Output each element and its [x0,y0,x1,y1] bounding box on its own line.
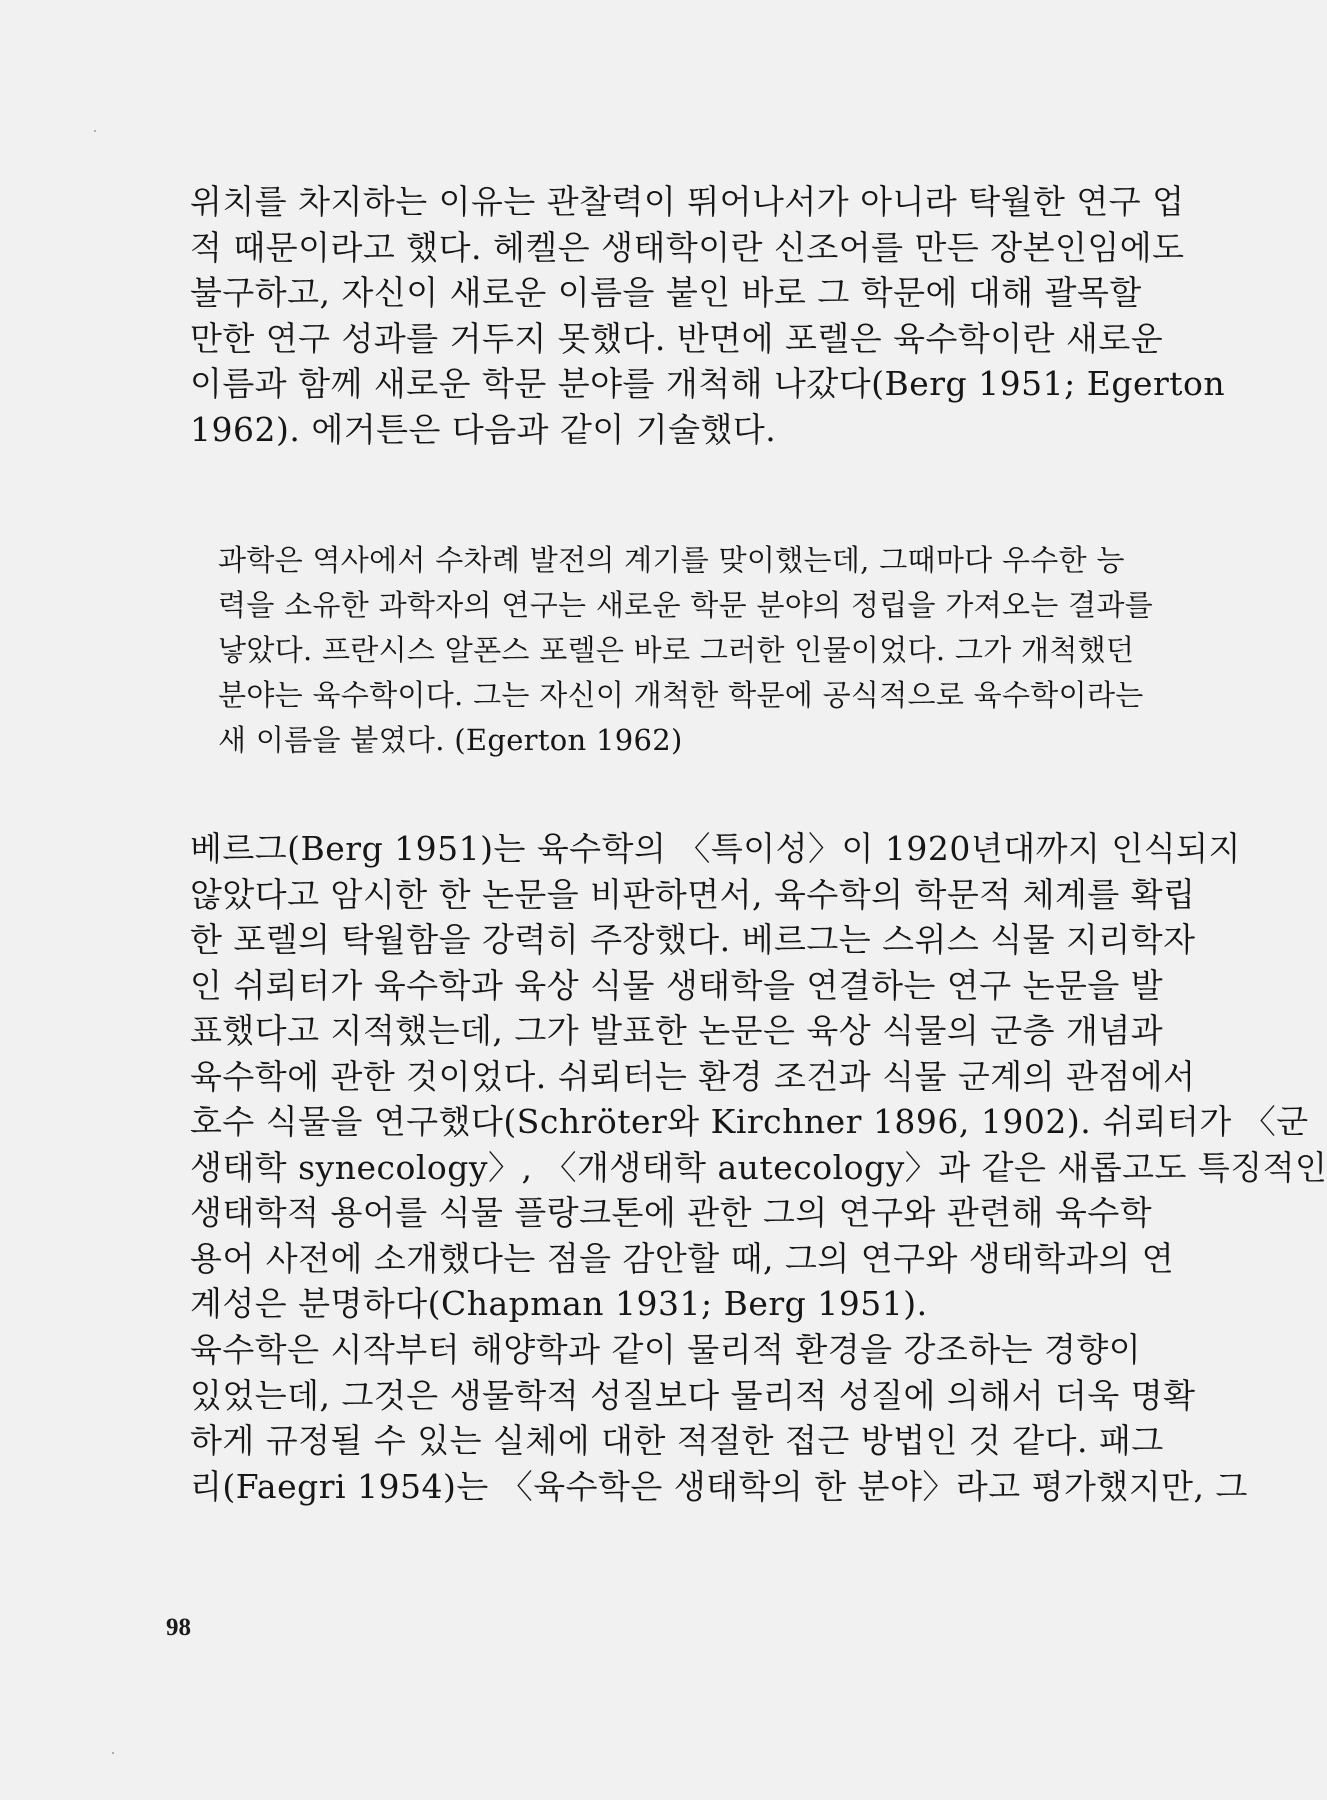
body-paragraph-1 [190,179,1226,452]
text-line: 생태학 synecology〉, 〈개생태학 autecology〉과 같은 새롭고도 특징적인 [190,1147,1327,1187]
text-line: 용어 사전에 소개했다는 점을 감안할 때, 그의 연구와 생태학과의 연 [190,1238,1175,1278]
text-line: 않았다고 암시한 한 논문을 비판하면서, 육수학의 학문적 체계를 확립 [190,874,1196,914]
text-line: 생태학적 용어를 식물 플랑크톤에 관한 그의 연구와 관련해 육수학 [190,1193,1153,1232]
text-line: 육수학은 시작부터 해양학과 같이 물리적 환경을 강조하는 경향이 [190,1330,1142,1369]
quote-line: 력을 소유한 과학자의 연구는 새로운 학문 분야의 정립을 가져오는 결과를 [218,588,1154,622]
block-quote [218,538,1154,763]
text-line: 한 포렐의 탁월함을 강력히 주장했다. 베르그는 스위스 식물 지리학자 [190,920,1196,959]
body-paragraph-3 [190,1327,1248,1509]
text-line: 인 쉬뢰터가 육수학과 육상 식물 생태학을 연결하는 연구 논문을 발 [190,965,1164,1005]
quote-line: 과학은 역사에서 수차례 발전의 계기를 맞이했는데, 그때마다 우수한 능 [218,543,1125,577]
text-line: 육수학에 관한 것이었다. 쉬뢰터는 환경 조건과 식물 군계의 관점에서 [190,1056,1196,1096]
quote-line: 분야는 육수학이다. 그는 자신이 개척한 학문에 공식적으로 육수학이라는 [218,678,1144,712]
text-line: 있었는데, 그것은 생물학적 성질보다 물리적 성질에 의해서 더욱 명확 [190,1375,1196,1415]
text-line: 이름과 함께 새로운 학문 분야를 개척해 나갔다(Berg 1951; Egerton [190,364,1226,403]
body-paragraph-2 [190,826,1327,1327]
text-line: 계성은 분명하다(Chapman 1931; Berg 1951). [190,1284,928,1323]
text-line: 표했다고 지적했는데, 그가 발표한 논문은 육상 식물의 군층 개념과 [190,1011,1164,1050]
text-line: 위치를 차지하는 이유는 관찰력이 뛰어나서가 아니라 탁월한 연구 업 [190,182,1185,221]
text-line: 만한 연구 성과를 거두지 못했다. 반면에 포렐은 육수학이란 새로운 [190,318,1164,358]
text-line: 베르그(Berg 1951)는 육수학의 〈특이성〉이 1920년대까지 인식되지 [190,829,1241,868]
text-line: 1962). 에거튼은 다음과 같이 기술했다. [190,409,777,449]
text-line: 불구하고, 자신이 새로운 이름을 붙인 바로 그 학문에 대해 괄목할 [190,273,1142,312]
quote-line: 새 이름을 붙였다. (Egerton 1962) [218,723,683,757]
text-line: 호수 식물을 연구했다(Schröter와 Kirchner 1896, 1902). 쉬뢰터가 〈군 [190,1102,1309,1141]
text-line: 하게 규정될 수 있는 실체에 대한 적절한 접근 방법인 것 같다. 패그 [190,1421,1164,1460]
text-line: 리(Faegri 1954)는 〈육수학은 생태학의 한 분야〉라고 평가했지만, 그 [190,1466,1248,1506]
page-number: 98 [166,1614,191,1641]
scan-speck [112,1752,114,1754]
scan-speck [94,130,96,132]
quote-line: 낳았다. 프란시스 알폰스 포렐은 바로 그러한 인물이었다. 그가 개척했던 [218,633,1135,667]
text-line: 적 때문이라고 했다. 헤켈은 생태학이란 신조어를 만든 장본인임에도 [190,227,1185,267]
